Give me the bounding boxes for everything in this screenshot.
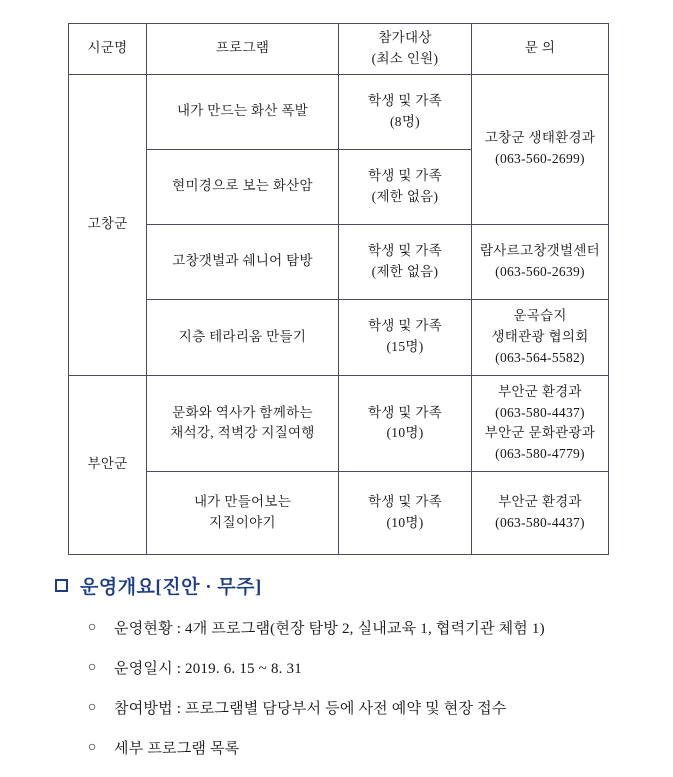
target-line2: (8명): [390, 113, 420, 129]
list-item: [88, 657, 648, 681]
table-header-cell-target: [339, 24, 472, 75]
region-name-buan: 부안군: [69, 375, 147, 555]
contact-cell: [472, 299, 609, 375]
table-row: [69, 472, 609, 555]
program-line1: 내가 만드는 화산 폭발: [176, 103, 309, 119]
contact-line1: 운곡습지: [513, 307, 567, 323]
contact-cell: [472, 74, 609, 224]
contact-cell: [472, 224, 609, 299]
target-line2: (10명): [386, 425, 424, 441]
table-header-cell-contact: [472, 24, 609, 75]
target-cell: [339, 299, 472, 375]
program-cell: [147, 299, 339, 375]
target-line2: (10명): [386, 515, 424, 531]
program-line1: 지층 테라리움 만들기: [178, 328, 307, 344]
contact-cell: [472, 375, 609, 472]
target-cell: [339, 149, 472, 224]
header-line2: (최소 인원): [371, 50, 439, 66]
program-cell: [147, 224, 339, 299]
list-item: [88, 737, 648, 761]
square-bullet-icon: [55, 579, 68, 592]
contact-line2: (063-560-2639): [495, 263, 585, 279]
list-item-text: 세부 프로그램 목록: [114, 741, 240, 757]
list-item-text: 참여방법 : 프로그램별 담당부서 등에 사전 예약 및 현장 접수: [114, 701, 507, 717]
circle-bullet-icon: ○: [88, 740, 97, 755]
list-item: [88, 697, 648, 721]
target-cell: [339, 472, 472, 555]
header-line1: 시군명: [87, 40, 128, 56]
table-row: [69, 224, 609, 299]
target-line1: 학생 및 가족: [367, 404, 443, 420]
program-line1: 내가 만들어보는: [193, 494, 292, 510]
target-cell: [339, 224, 472, 299]
target-cell: [339, 375, 472, 472]
table-row: [69, 299, 609, 375]
circle-bullet-icon: ○: [88, 700, 97, 715]
list-item-text: 운영현황 : 4개 프로그램(현장 탐방 2, 실내교육 1, 협력기관 체험 1): [114, 621, 545, 637]
program-line2: 채석강, 적벽강 지질여행: [170, 425, 315, 441]
table-header-cell-region: [69, 24, 147, 75]
target-line2: (제한 없음): [371, 263, 439, 279]
list-item-text: 운영일시 : 2019. 6. 15 ~ 8. 31: [114, 661, 302, 677]
contact-line4: (063-580-4779): [495, 446, 585, 462]
program-table: [68, 23, 609, 555]
contact-line3: (063-564-5582): [495, 349, 585, 365]
contact-line1: 고창군 생태환경과: [484, 130, 596, 146]
target-line1: 학생 및 가족: [367, 92, 443, 108]
program-cell: [147, 149, 339, 224]
circle-bullet-icon: ○: [88, 660, 97, 675]
contact-cell: [472, 472, 609, 555]
program-cell: [147, 375, 339, 472]
table-header-cell-program: [147, 24, 339, 75]
program-cell: [147, 472, 339, 555]
program-line1: 현미경으로 보는 화산암: [172, 178, 313, 194]
section-heading-text: 운영개요[진안 · 무주]: [80, 577, 262, 598]
target-line2: (15명): [386, 339, 424, 355]
header-line1: 참가대상: [378, 30, 432, 45]
header-line1: 문 의: [524, 40, 556, 56]
target-line1: 학생 및 가족: [367, 318, 443, 334]
bullet-list: [88, 617, 648, 777]
table-row: [69, 74, 609, 149]
contact-line2: (063-580-4437): [495, 515, 585, 531]
table-header-row: [69, 24, 609, 75]
program-cell: [147, 74, 339, 149]
target-line2: (제한 없음): [371, 188, 439, 204]
program-line1: 문화와 역사가 함께하는: [172, 404, 313, 420]
region-name-gochang: 고창군: [69, 74, 147, 375]
contact-line1: 부안군 환경과: [498, 494, 582, 510]
contact-line2: 생태관광 협의회: [491, 328, 589, 344]
contact-line2: (063-580-4437): [495, 404, 585, 420]
list-item: [88, 617, 648, 641]
target-line1: 학생 및 가족: [367, 242, 443, 258]
program-line2: 지질이야기: [209, 515, 276, 531]
target-line1: 학생 및 가족: [367, 167, 443, 183]
contact-line2: (063-560-2699): [495, 151, 585, 167]
table-row: [69, 375, 609, 472]
contact-line1: 부안군 환경과: [498, 383, 582, 399]
target-line1: 학생 및 가족: [367, 494, 443, 510]
program-line1: 고창갯벌과 쉐니어 탐방: [172, 253, 313, 269]
contact-line3: 부안군 문화관광과: [484, 425, 596, 441]
target-cell: [339, 74, 472, 149]
header-line1: 프로그램: [215, 40, 270, 56]
section-heading: [55, 572, 262, 599]
contact-line1: 람사르고창갯벌센터: [479, 242, 601, 258]
circle-bullet-icon: ○: [88, 620, 97, 635]
